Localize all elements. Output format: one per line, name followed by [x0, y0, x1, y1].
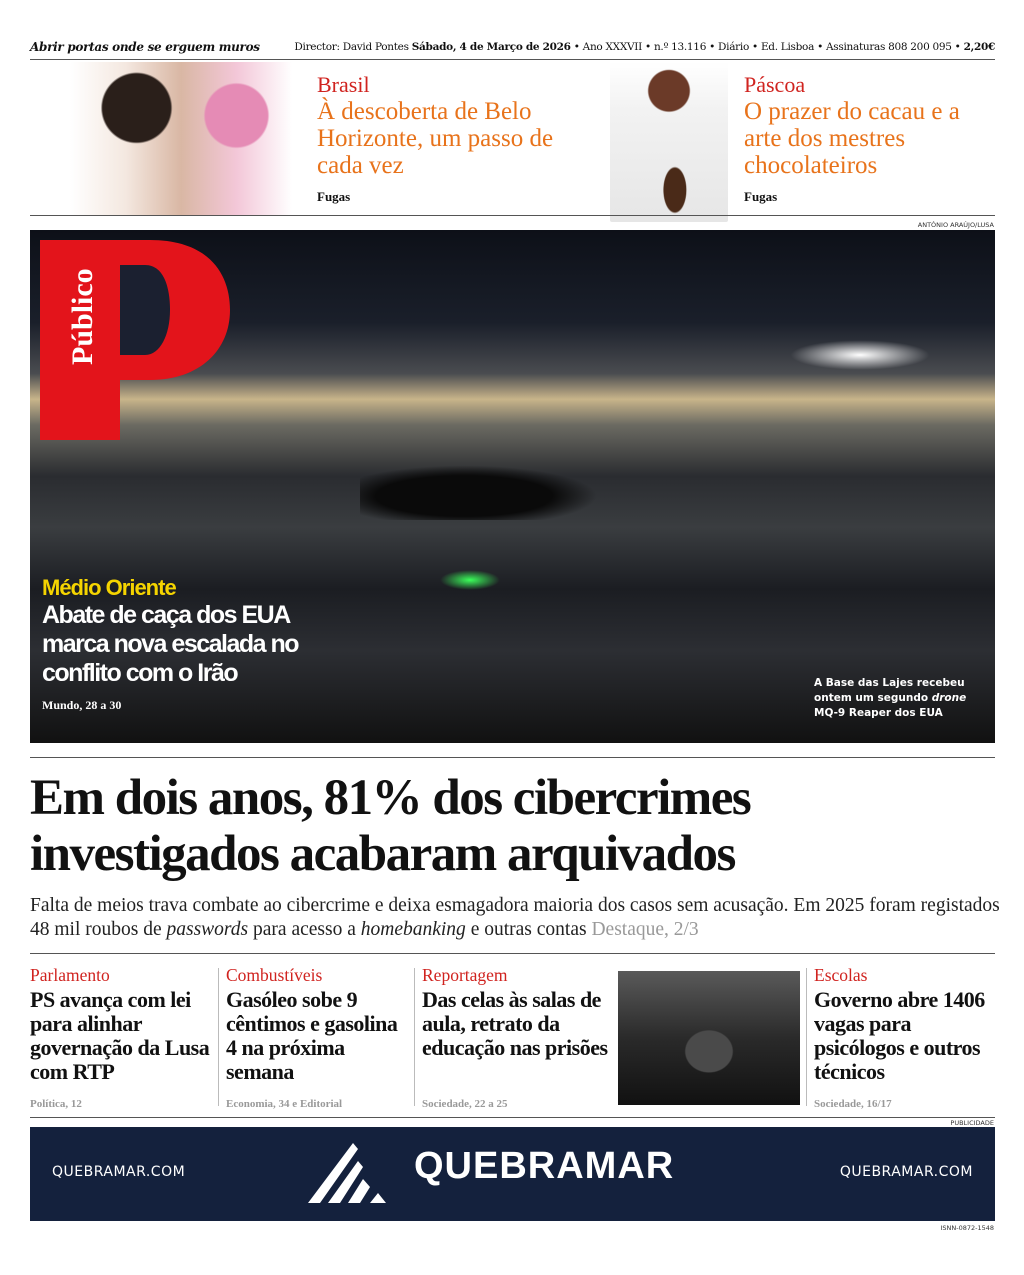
issue-details: • Ano XXXVII • n.º 13.116 • Diário • Ed. Lisboa • Assinaturas 808 200 095 • — [573, 41, 961, 53]
issue-date: Sábado, 4 de Março de 2026 — [411, 41, 571, 53]
divider — [30, 757, 995, 758]
lead-headline[interactable]: Em dois anos, 81% dos cibercrimes investigados acabaram arquivados — [30, 770, 751, 882]
teaser-photo-pascoa[interactable] — [610, 62, 728, 222]
hero-headline[interactable]: Abate de caça dos EUA marca nova escalada no conflito com o Irão — [42, 601, 299, 687]
ad-url-left[interactable]: QUEBRAMAR.COM — [52, 1164, 186, 1180]
hero-kicker: Médio Oriente — [42, 575, 176, 600]
column-separator — [414, 968, 415, 1106]
column-separator — [218, 968, 219, 1106]
runway-light — [790, 340, 930, 370]
teaser-section: Fugas — [317, 189, 351, 204]
story-headline: PS avança com lei para alinhar governação da Lusa com RTP — [30, 987, 210, 1084]
drone-shape — [360, 460, 620, 520]
teaser-headline: O prazer do cacau e a arte dos mestres chocolateiros — [744, 98, 960, 179]
teaser-kicker: Páscoa — [744, 72, 806, 97]
ad-brand: QUEBRAMAR — [414, 1145, 675, 1187]
story-headline: Governo abre 1406 vagas para psicólogos e outros técnicos — [814, 987, 985, 1084]
masthead-bar — [30, 40, 995, 60]
lead-subhead: Falta de meios trava combate ao cibercrime e deixa esmagadora maioria dos casos sem acusação. Em 2025 foram registados 48 mil roubos de passwords para acesso a homebanking e outras contas Destaque, 2/3 — [30, 895, 1000, 940]
story-parlamento[interactable] — [30, 965, 215, 1110]
column-separator — [806, 968, 807, 1106]
story-kicker: Reportagem — [422, 965, 508, 985]
issn: ISNN-0872-1548 — [940, 1224, 994, 1232]
story-headline: Das celas às salas de aula, retrato da educação nas prisões — [422, 987, 608, 1060]
divider — [30, 215, 995, 216]
reportagem-photo[interactable] — [618, 971, 800, 1105]
story-kicker: Escolas — [814, 965, 868, 985]
teaser-section: Fugas — [744, 189, 778, 204]
story-kicker: Combustíveis — [226, 965, 323, 985]
green-light — [440, 570, 500, 590]
advertisement[interactable] — [30, 1127, 995, 1221]
director: Director: David Pontes — [294, 41, 409, 53]
story-section: Economia, 34 e Editorial — [226, 1098, 343, 1110]
publico-logo — [40, 240, 230, 440]
divider — [30, 1117, 995, 1118]
ad-url-right[interactable]: QUEBRAMAR.COM — [839, 1164, 973, 1180]
teaser-pascoa[interactable] — [744, 72, 994, 205]
story-section: Sociedade, 22 a 25 — [422, 1098, 508, 1110]
ad-label: PUBLICIDADE — [950, 1119, 994, 1127]
hero-caption: A Base das Lajes recebeu ontem um segundo drone MQ-9 Reaper dos EUA — [814, 677, 967, 719]
teaser-brasil[interactable] — [317, 72, 587, 205]
story-combustiveis[interactable] — [226, 965, 411, 1110]
teaser-headline: À descoberta de Belo Horizonte, um passo de cada vez — [317, 98, 554, 179]
teaser-kicker: Brasil — [317, 72, 370, 97]
divider — [30, 953, 995, 954]
photo-credit: ANTÓNIO ARAÚJO/LUSA — [917, 221, 994, 229]
hero-section: Mundo, 28 a 30 — [42, 698, 122, 712]
svg-text:Público: Público — [66, 268, 99, 365]
story-reportagem[interactable] — [422, 965, 612, 1110]
story-headline: Gasóleo sobe 9 cêntimos e gasolina 4 na próxima semana — [226, 987, 398, 1084]
story-section: Política, 12 — [30, 1098, 82, 1110]
price: 2,20€ — [963, 41, 995, 53]
story-escolas[interactable] — [814, 965, 999, 1110]
masthead-info — [294, 41, 995, 53]
lead-ref: Destaque, 2/3 — [591, 919, 699, 940]
story-kicker: Parlamento — [30, 965, 110, 985]
slogan: Abrir portas onde se erguem muros — [30, 40, 260, 54]
story-section: Sociedade, 16/17 — [814, 1098, 892, 1110]
teaser-photo-brasil[interactable] — [70, 62, 292, 215]
quebramar-logo-icon — [308, 1141, 398, 1205]
